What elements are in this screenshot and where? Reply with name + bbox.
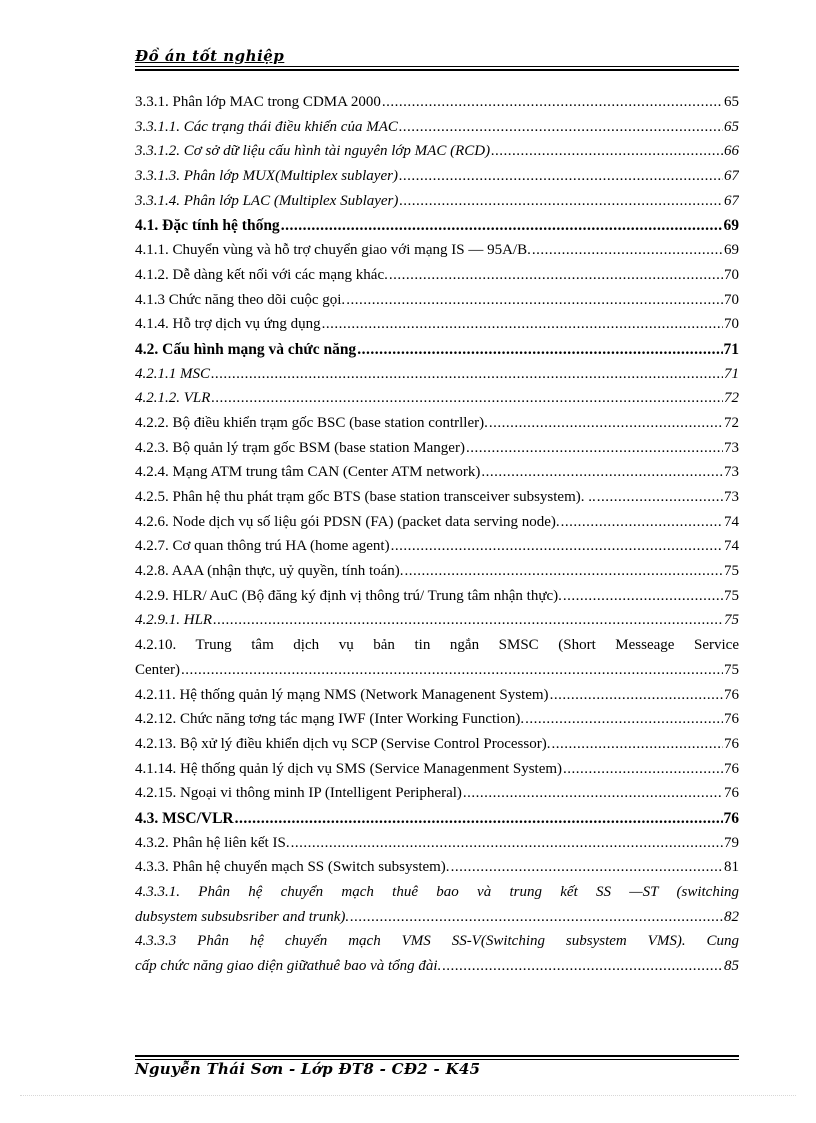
- toc-entry-page: 79: [724, 834, 739, 851]
- toc-entry-page: 71: [723, 340, 739, 358]
- toc-entry-text: 4.2.15. Ngoại vi thông minh IP (Intelligent Peripheral): [135, 785, 462, 802]
- page-footer: [135, 1060, 739, 1078]
- toc-entry[interactable]: [135, 341, 739, 366]
- toc-entry[interactable]: [135, 835, 739, 860]
- dot-leader: [405, 563, 723, 580]
- toc-entry[interactable]: [135, 440, 739, 465]
- toc-entry-text: 4.2.4. Mạng ATM trung tâm CAN (Center ATM network): [135, 464, 481, 481]
- dot-leader: [389, 267, 723, 284]
- toc-entry-wrapped[interactable]: [135, 933, 739, 982]
- dot-leader: [491, 143, 723, 160]
- toc-entry[interactable]: [135, 94, 739, 119]
- toc-entry-wrapped[interactable]: [135, 884, 739, 933]
- toc-entry-text: 4.2.8. AAA (nhận thực, uỷ quyền, tính toán).: [135, 563, 404, 580]
- toc-entry-page: 76: [724, 686, 739, 703]
- toc-entry[interactable]: [135, 316, 739, 341]
- toc-entry-page: 74: [724, 513, 739, 530]
- toc-entry-text: 4.2.3. Bộ quản lý trạm gốc BSM (base station Manger): [135, 439, 465, 456]
- toc-entry[interactable]: [135, 859, 739, 884]
- toc-entry-text: 3.3.1.1. Các trạng thái điều khiển của MAC: [135, 118, 398, 135]
- toc-entry[interactable]: [135, 143, 739, 168]
- table-of-contents: [135, 94, 739, 983]
- toc-entry-page: 69: [723, 217, 739, 235]
- toc-entry-page: 85: [724, 958, 739, 975]
- toc-entry-text: 4.2.6. Node dịch vụ số liệu gói PDSN (FA) (packet data serving node).: [135, 513, 560, 530]
- toc-entry-text: 4.2.7. Cơ quan thông trú HA (home agent): [135, 538, 390, 555]
- toc-entry-page: 65: [724, 94, 739, 110]
- toc-entry-page: 67: [724, 168, 739, 185]
- toc-entry[interactable]: [135, 415, 739, 440]
- toc-entry-page: 74: [724, 538, 739, 555]
- toc-entry[interactable]: [135, 736, 739, 761]
- dot-leader: [481, 464, 723, 481]
- toc-entry-text: 4.2.9. HLR/ AuC (Bộ đăng ký định vị thông trú/ Trung tâm nhận thực).: [135, 587, 562, 604]
- toc-entry[interactable]: [135, 810, 739, 835]
- toc-entry-page: 70: [724, 291, 739, 308]
- dot-leader: [563, 588, 723, 605]
- toc-entry-text: 4.2.5. Phân hệ thu phát trạm gốc BTS (base station transceiver subsystem). ..: [135, 489, 596, 505]
- toc-entry-text: 4.3.3. Phân hệ chuyển mạch SS (Switch subsystem).: [135, 859, 450, 876]
- toc-entry-text: 4.3.2. Phân hệ liên kết IS.: [135, 834, 290, 851]
- toc-entry-page: 73: [724, 439, 739, 456]
- toc-entry-text: 4.1. Đặc tính hệ thống: [135, 217, 280, 235]
- dot-leader: [346, 292, 723, 309]
- toc-entry-text: 4.1.1. Chuyển vùng và hỗ trợ chuyển giao với mạng IS — 95A/B.: [135, 242, 531, 259]
- toc-entry-page: 76: [724, 760, 739, 777]
- toc-entry[interactable]: [135, 242, 739, 267]
- toc-entry-page: 69: [724, 242, 739, 259]
- dot-leader: [563, 761, 723, 778]
- toc-entry-page: 76: [724, 735, 739, 752]
- toc-entry-text: 3.3.1. Phân lớp MAC trong CDMA 2000: [135, 94, 381, 110]
- toc-entry-text: 4.1.2. Dễ dàng kết nối với các mạng khác.: [135, 266, 388, 283]
- toc-entry-text: dubsystem subsubsriber and trunk).: [135, 908, 350, 925]
- dot-leader: [399, 193, 723, 210]
- dot-leader: [451, 859, 723, 876]
- toc-entry[interactable]: [135, 538, 739, 563]
- toc-entry-text: 4.2.1.1 MSC: [135, 365, 210, 382]
- toc-entry-page: 72: [724, 390, 739, 407]
- toc-entry-page: 75: [724, 612, 739, 629]
- toc-entry-page: 66: [724, 143, 739, 160]
- toc-entry-page: 75: [724, 587, 739, 604]
- toc-entry-text: 3.3.1.2. Cơ sở dữ liệu cấu hình tài nguyên lớp MAC (RCD): [135, 143, 491, 160]
- toc-entry-text: Center): [135, 661, 180, 678]
- toc-entry-line: 4.3.3.1. Phân hệ chuyển mạch thuê bao và trung kết SS —ST (switching: [135, 884, 739, 900]
- toc-entry[interactable]: [135, 761, 739, 786]
- toc-entry-page: 73: [724, 464, 739, 481]
- toc-entry[interactable]: [135, 464, 739, 489]
- dot-leader: [399, 168, 723, 185]
- toc-entry-page: 76: [724, 785, 739, 802]
- header-title: Đồ án tốt nghiệp: [135, 47, 285, 65]
- dot-leader: [597, 489, 723, 506]
- dot-leader: [442, 958, 723, 975]
- toc-entry[interactable]: [135, 366, 739, 391]
- dot-leader: [322, 316, 723, 333]
- toc-entry-text: 4.2.9.1. HLR: [135, 612, 213, 629]
- toc-entry-text: 4.1.4. Hỗ trợ dịch vụ ứng dụng: [135, 316, 321, 333]
- dot-leader: [466, 440, 723, 457]
- toc-entry-text: 4.2.13. Bộ xử lý điều khiển dịch vụ SCP (Servise Control Processor).: [135, 735, 551, 752]
- toc-entry[interactable]: [135, 785, 739, 810]
- toc-entry-text: 4.2.1.2. VLR: [135, 390, 211, 407]
- dot-leader: [213, 612, 723, 629]
- toc-entry-text: 4.2.2. Bộ điều khiển trạm gốc BSC (base station contrller).: [135, 414, 488, 431]
- toc-entry-page: 75: [724, 563, 739, 580]
- dot-leader: [211, 366, 723, 383]
- toc-entry-text: 4.1.3 Chức năng theo dõi cuộc gọi.: [135, 291, 346, 308]
- toc-entry-text: 4.3. MSC/VLR: [135, 809, 234, 827]
- dot-leader: [525, 711, 723, 728]
- toc-entry-page: 67: [724, 192, 739, 209]
- toc-entry[interactable]: [135, 193, 739, 218]
- toc-entry-text: 4.2.11. Hệ thống quản lý mạng NMS (Network Managenent System): [135, 686, 549, 703]
- toc-entry-text: 4.2. Cấu hình mạng và chức năng: [135, 340, 357, 358]
- toc-entry[interactable]: [135, 489, 739, 514]
- toc-entry-page: 81: [724, 859, 739, 876]
- toc-entry[interactable]: [135, 687, 739, 712]
- dot-leader: [291, 835, 723, 852]
- dot-leader: [463, 785, 723, 802]
- toc-entry[interactable]: [135, 168, 739, 193]
- dot-leader: [532, 242, 723, 259]
- toc-entry[interactable]: [135, 292, 739, 317]
- toc-entry-page: 65: [724, 118, 739, 135]
- toc-entry[interactable]: [135, 588, 739, 613]
- toc-entry-page: 82: [724, 908, 739, 925]
- dot-leader: [561, 514, 723, 531]
- toc-entry[interactable]: [135, 563, 739, 588]
- header-rule-thick: [135, 69, 739, 71]
- dot-leader: [281, 217, 723, 235]
- page-bottom-edge: [20, 1095, 796, 1096]
- dot-leader: [391, 538, 723, 555]
- toc-entry[interactable]: [135, 267, 739, 292]
- toc-entry[interactable]: [135, 217, 739, 242]
- dot-leader: [357, 341, 722, 359]
- toc-entry-text: 3.3.1.4. Phân lớp LAC (Multiplex Sublayer): [135, 192, 399, 209]
- toc-entry[interactable]: [135, 612, 739, 637]
- dot-leader: [489, 415, 723, 432]
- footer-rule-thick: [135, 1055, 739, 1057]
- toc-entry-line: 4.3.3.3 Phân hệ chuyển mạch VMS SS-V(Switching subsystem VMS). Cung: [135, 933, 739, 950]
- toc-entry-page: 72: [724, 414, 739, 431]
- toc-entry-page: 76: [723, 809, 739, 827]
- header-rule-thin: [135, 66, 739, 67]
- dot-leader: [235, 810, 723, 828]
- toc-entry-wrapped[interactable]: [135, 637, 739, 686]
- toc-entry-line: 4.2.10. Trung tâm dịch vụ bản tin ngắn SMSC (Short Messeage Service: [135, 637, 739, 654]
- toc-entry-text: 3.3.1.3. Phân lớp MUX(Multiplex sublayer): [135, 168, 398, 185]
- dot-leader: [382, 94, 723, 111]
- toc-entry-page: 75: [724, 661, 739, 678]
- footer-text: Nguyễn Thái Sơn - Lớp ĐT8 - CĐ2 - K45: [135, 1060, 481, 1078]
- toc-entry-page: 73: [724, 489, 739, 505]
- toc-entry[interactable]: [135, 119, 739, 144]
- toc-entry-page: 70: [724, 266, 739, 283]
- dot-leader: [399, 119, 723, 136]
- toc-entry[interactable]: [135, 390, 739, 415]
- toc-entry-text: 4.1.14. Hệ thống quản lý dịch vụ SMS (Service Managenment System): [135, 760, 563, 777]
- toc-entry[interactable]: [135, 711, 739, 736]
- dot-leader: [551, 736, 723, 753]
- toc-entry[interactable]: [135, 514, 739, 539]
- page-header: [135, 46, 739, 66]
- toc-entry-text: 4.2.12. Chức năng tơng tác mạng IWF (Inter Working Function).: [135, 711, 525, 728]
- toc-entry-page: 71: [724, 365, 739, 382]
- dot-leader: [550, 687, 723, 704]
- toc-entry-text: cấp chức năng giao diện giữathuê bao và tổng đài.: [135, 958, 442, 975]
- dot-leader: [350, 909, 723, 926]
- dot-leader: [181, 662, 723, 679]
- dot-leader: [211, 390, 723, 407]
- toc-entry-page: 76: [724, 711, 739, 728]
- toc-entry-page: 70: [724, 316, 739, 333]
